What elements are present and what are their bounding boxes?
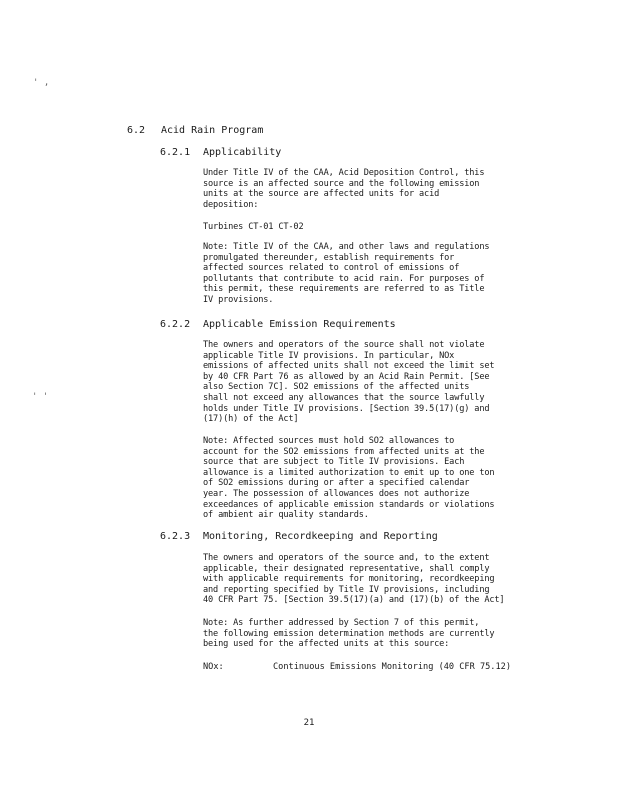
method-description: Continuous Emissions Monitoring (40 CFR 75.12) (273, 662, 511, 672)
subsection-title: Applicability (203, 147, 282, 158)
section-heading (127, 125, 263, 137)
subsection-heading-6-2-3 (160, 531, 438, 543)
subsection-heading-6-2-2 (160, 319, 396, 331)
affected-units-line: Turbines CT-01 CT-02 (203, 222, 304, 232)
paragraph-monitoring: The owners and operators of the source and, to the extent applicable, their designated representative, shall comply with applicable requirements for monitoring, recordkeeping and reporting specified by Title IV provisions, including 40 CFR Part 75. [Section 39.5(17)(a) and (17)(b) of the Act] (203, 553, 505, 606)
page-number: 21 (303, 718, 315, 728)
subsection-number: 6.2.3 (160, 531, 191, 542)
paragraph-applicability: Under Title IV of the CAA, Acid Deposition Control, this source is an affected source and the following emission units at the source are affected units for acid deposition: (203, 168, 485, 210)
subsection-title: Monitoring, Recordkeeping and Reporting (203, 531, 438, 542)
note-allowances: Note: Affected sources must hold SO2 allowances to account for the SO2 emissions from affected units at the source that are subject to Title IV provisions. Each allowance is a limited authorization to emit up to one ton of SO2 emissions during or after a specified calendar year. The possession of allowances does not authorize exceedances of applicable emission standards or violations of ambient air quality standards. (203, 436, 495, 521)
section-title: Acid Rain Program (161, 125, 264, 136)
subsection-number: 6.2.2 (160, 319, 191, 330)
margin-mark-middle: ' ' (32, 392, 49, 402)
method-pollutant: NOx: (203, 662, 224, 672)
note-determination-methods: Note: As further addressed by Section 7 of this permit, the following emission determination methods are currently being used for the affected units at this source: (203, 618, 495, 650)
margin-mark-top: ' , (33, 78, 50, 88)
subsection-title: Applicable Emission Requirements (203, 319, 396, 330)
subsection-heading-6-2-1 (160, 147, 281, 159)
section-number: 6.2 (127, 125, 146, 136)
subsection-number: 6.2.1 (160, 147, 191, 158)
paragraph-emission-requirements: The owners and operators of the source shall not violate applicable Title IV provisions. In particular, NOx emissions of affected units shall not exceed the limit set by 40 CFR Part 76 as allowed by an Acid Rain Permit. [See also Section 7C]. SO2 emissions of the affected units shall not exceed any allowances that the source lawfully holds under Title IV provisions. [Section 39.5(17)(g) and (17)(h) of the Act] (203, 340, 495, 425)
note-title-iv: Note: Title IV of the CAA, and other laws and regulations promulgated thereunder, establish requirements for affected sources related to control of emissions of pollutants that contribute to acid rain. For purposes of this permit, these requirements are referred to as Title IV provisions. (203, 242, 490, 305)
